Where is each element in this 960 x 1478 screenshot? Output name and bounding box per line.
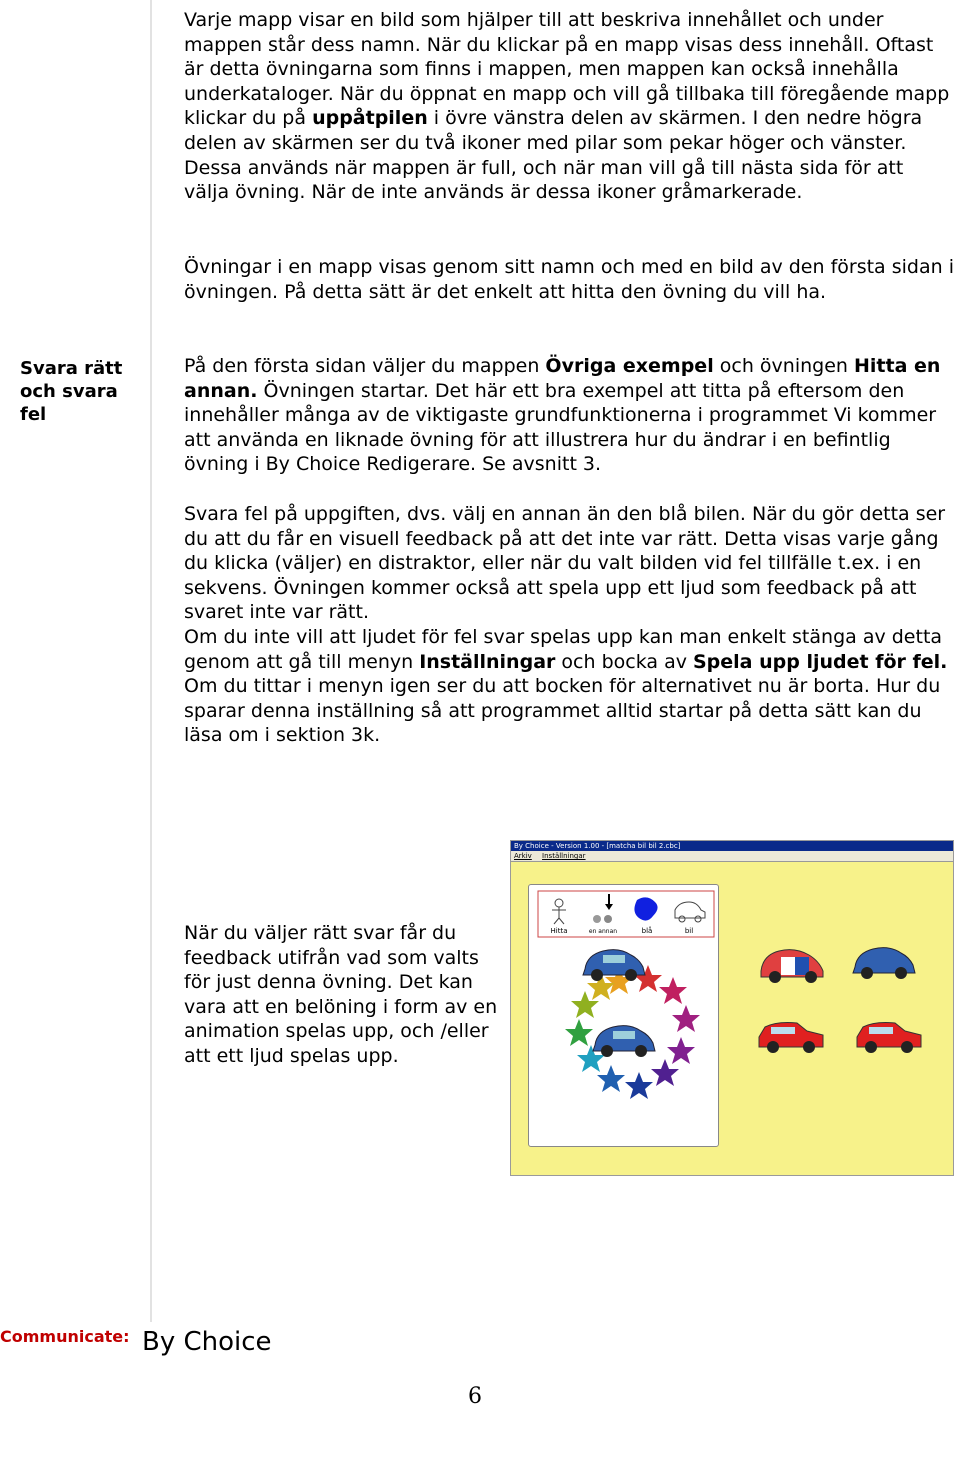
- text-run: Om du inte vill att ljudet för fel svar spelas upp kan man enkelt stänga av detta genom att gå till menyn: [184, 626, 943, 673]
- car-blue-image[interactable]: [853, 948, 915, 979]
- app-screenshot: [510, 840, 954, 1478]
- symbol-row: [537, 890, 715, 938]
- margin-divider: [150, 0, 152, 1322]
- paragraph-wrong-answer: [184, 502, 954, 625]
- symbol-label-en-annan: en annan: [588, 928, 618, 935]
- menu-installningar[interactable]: Inställningar: [542, 852, 586, 860]
- text-run: När du väljer rätt svar får du feedback utifrån vad som valts för just denna övning. Det kan vara att en belöning i form av en animation spelas upp, och /eller att ett ljud spelas upp.: [184, 922, 498, 1067]
- section-heading: Svara rätt och svara fel: [20, 358, 123, 425]
- star-icon: [667, 1037, 695, 1064]
- star-icon: [672, 1005, 700, 1032]
- paragraph-exercises: [184, 255, 954, 304]
- bold-term: Spela upp ljudet för fel.: [693, 650, 948, 673]
- text-run: och bocka av: [555, 650, 693, 673]
- star-icon: [565, 1019, 593, 1046]
- reward-animation: [551, 941, 731, 1141]
- bold-term: Inställningar: [419, 650, 556, 673]
- text-run: och övningen: [713, 355, 854, 377]
- text-run: Om du tittar i menyn igen ser du att bocken för alternativet nu är borta. Hur du sparar denna inställning så att programmet alltid startar på detta sätt kan du läsa om i sektion 3k.: [184, 675, 941, 747]
- text-run: Övningar i en mapp visas genom sitt namn och med en bild av den första sidan i övningen. På detta sätt är det enkelt att hitta den övning du vill ha.: [184, 256, 954, 303]
- bold-term: uppåtpilen: [312, 107, 428, 130]
- text-run: Övningen startar. Det här ett bra exempel att titta på eftersom den innehåller många av de viktigaste grundfunktionerna i programmet Vi kommer att använda en liknade övning för att illustrera hur du ändrar i en befintlig övning i By Choice Redigerare. Se avsnitt 3.: [184, 379, 937, 476]
- car-french-image[interactable]: [761, 950, 823, 983]
- bold-term: Hitta en annan.: [184, 355, 941, 402]
- text-run: På den första sidan väljer du mappen: [184, 355, 546, 377]
- paragraph-right-answer: [184, 921, 504, 1069]
- star-icon: [659, 977, 687, 1004]
- star-icon: [651, 1059, 679, 1086]
- star-icon: [625, 1072, 653, 1099]
- bold-term: Övriga exempel: [545, 355, 714, 377]
- page-number: 6: [468, 1384, 482, 1409]
- car-red-image[interactable]: [759, 1023, 823, 1054]
- car-options: [751, 941, 951, 1071]
- star-icon: [597, 1065, 625, 1092]
- menu-arkiv[interactable]: Arkiv: [514, 852, 532, 860]
- car-blue-image: [583, 950, 645, 981]
- paragraph-example: [184, 354, 954, 477]
- window-titlebar: By Choice - Version 1.00 - [matcha bil bil 2.cbc]: [511, 841, 953, 851]
- paragraph-folders: [184, 8, 954, 205]
- text-run: Varje mapp visar en bild som hjälper till att beskriva innehållet och under mappen står dess namn. När du klickar på en mapp visas dess innehåll. Oftast är detta övningarna som finns i mappen, men mappen kan också innehålla underkataloger. När du öppnat en mapp och vill gå tillbaka till föregående mapp klickar du på: [184, 9, 950, 130]
- text-run: i övre vänstra delen av skärmen. I den nedre högra delen av skärmen ser du två ikoner med pilar som pekar höger och vänster. Dessa används när mappen är full, och när man vill gå till nästa sida för att välja övning. När de inte används är dessa ikoner gråmarkerade.: [184, 107, 923, 204]
- symbol-label-bil: bil: [684, 927, 694, 935]
- symbol-label-bla: blå: [641, 927, 653, 935]
- paragraph-sound-setting: [184, 625, 954, 748]
- window-menubar: [511, 851, 953, 862]
- car-blue-image: [593, 1026, 655, 1057]
- footer-brand: Communicate:: [0, 1327, 130, 1346]
- symbol-label-hitta: Hitta: [550, 927, 568, 935]
- app-window: [510, 840, 954, 1176]
- car-red-image[interactable]: [857, 1023, 921, 1054]
- text-run: Svara fel på uppgiften, dvs. välj en annan än den blå bilen. När du gör detta ser du att du får en visuell feedback på att det inte var rätt. Detta visas varje gång du klicka (väljer) en distraktor, eller när du valt bilden vid fel tillfälle t.ex. i en sekvens. Övningen kommer också att spela upp ett ljud som feedback på att svaret inte var rätt.: [184, 503, 946, 624]
- footer-product: By Choice: [142, 1327, 272, 1357]
